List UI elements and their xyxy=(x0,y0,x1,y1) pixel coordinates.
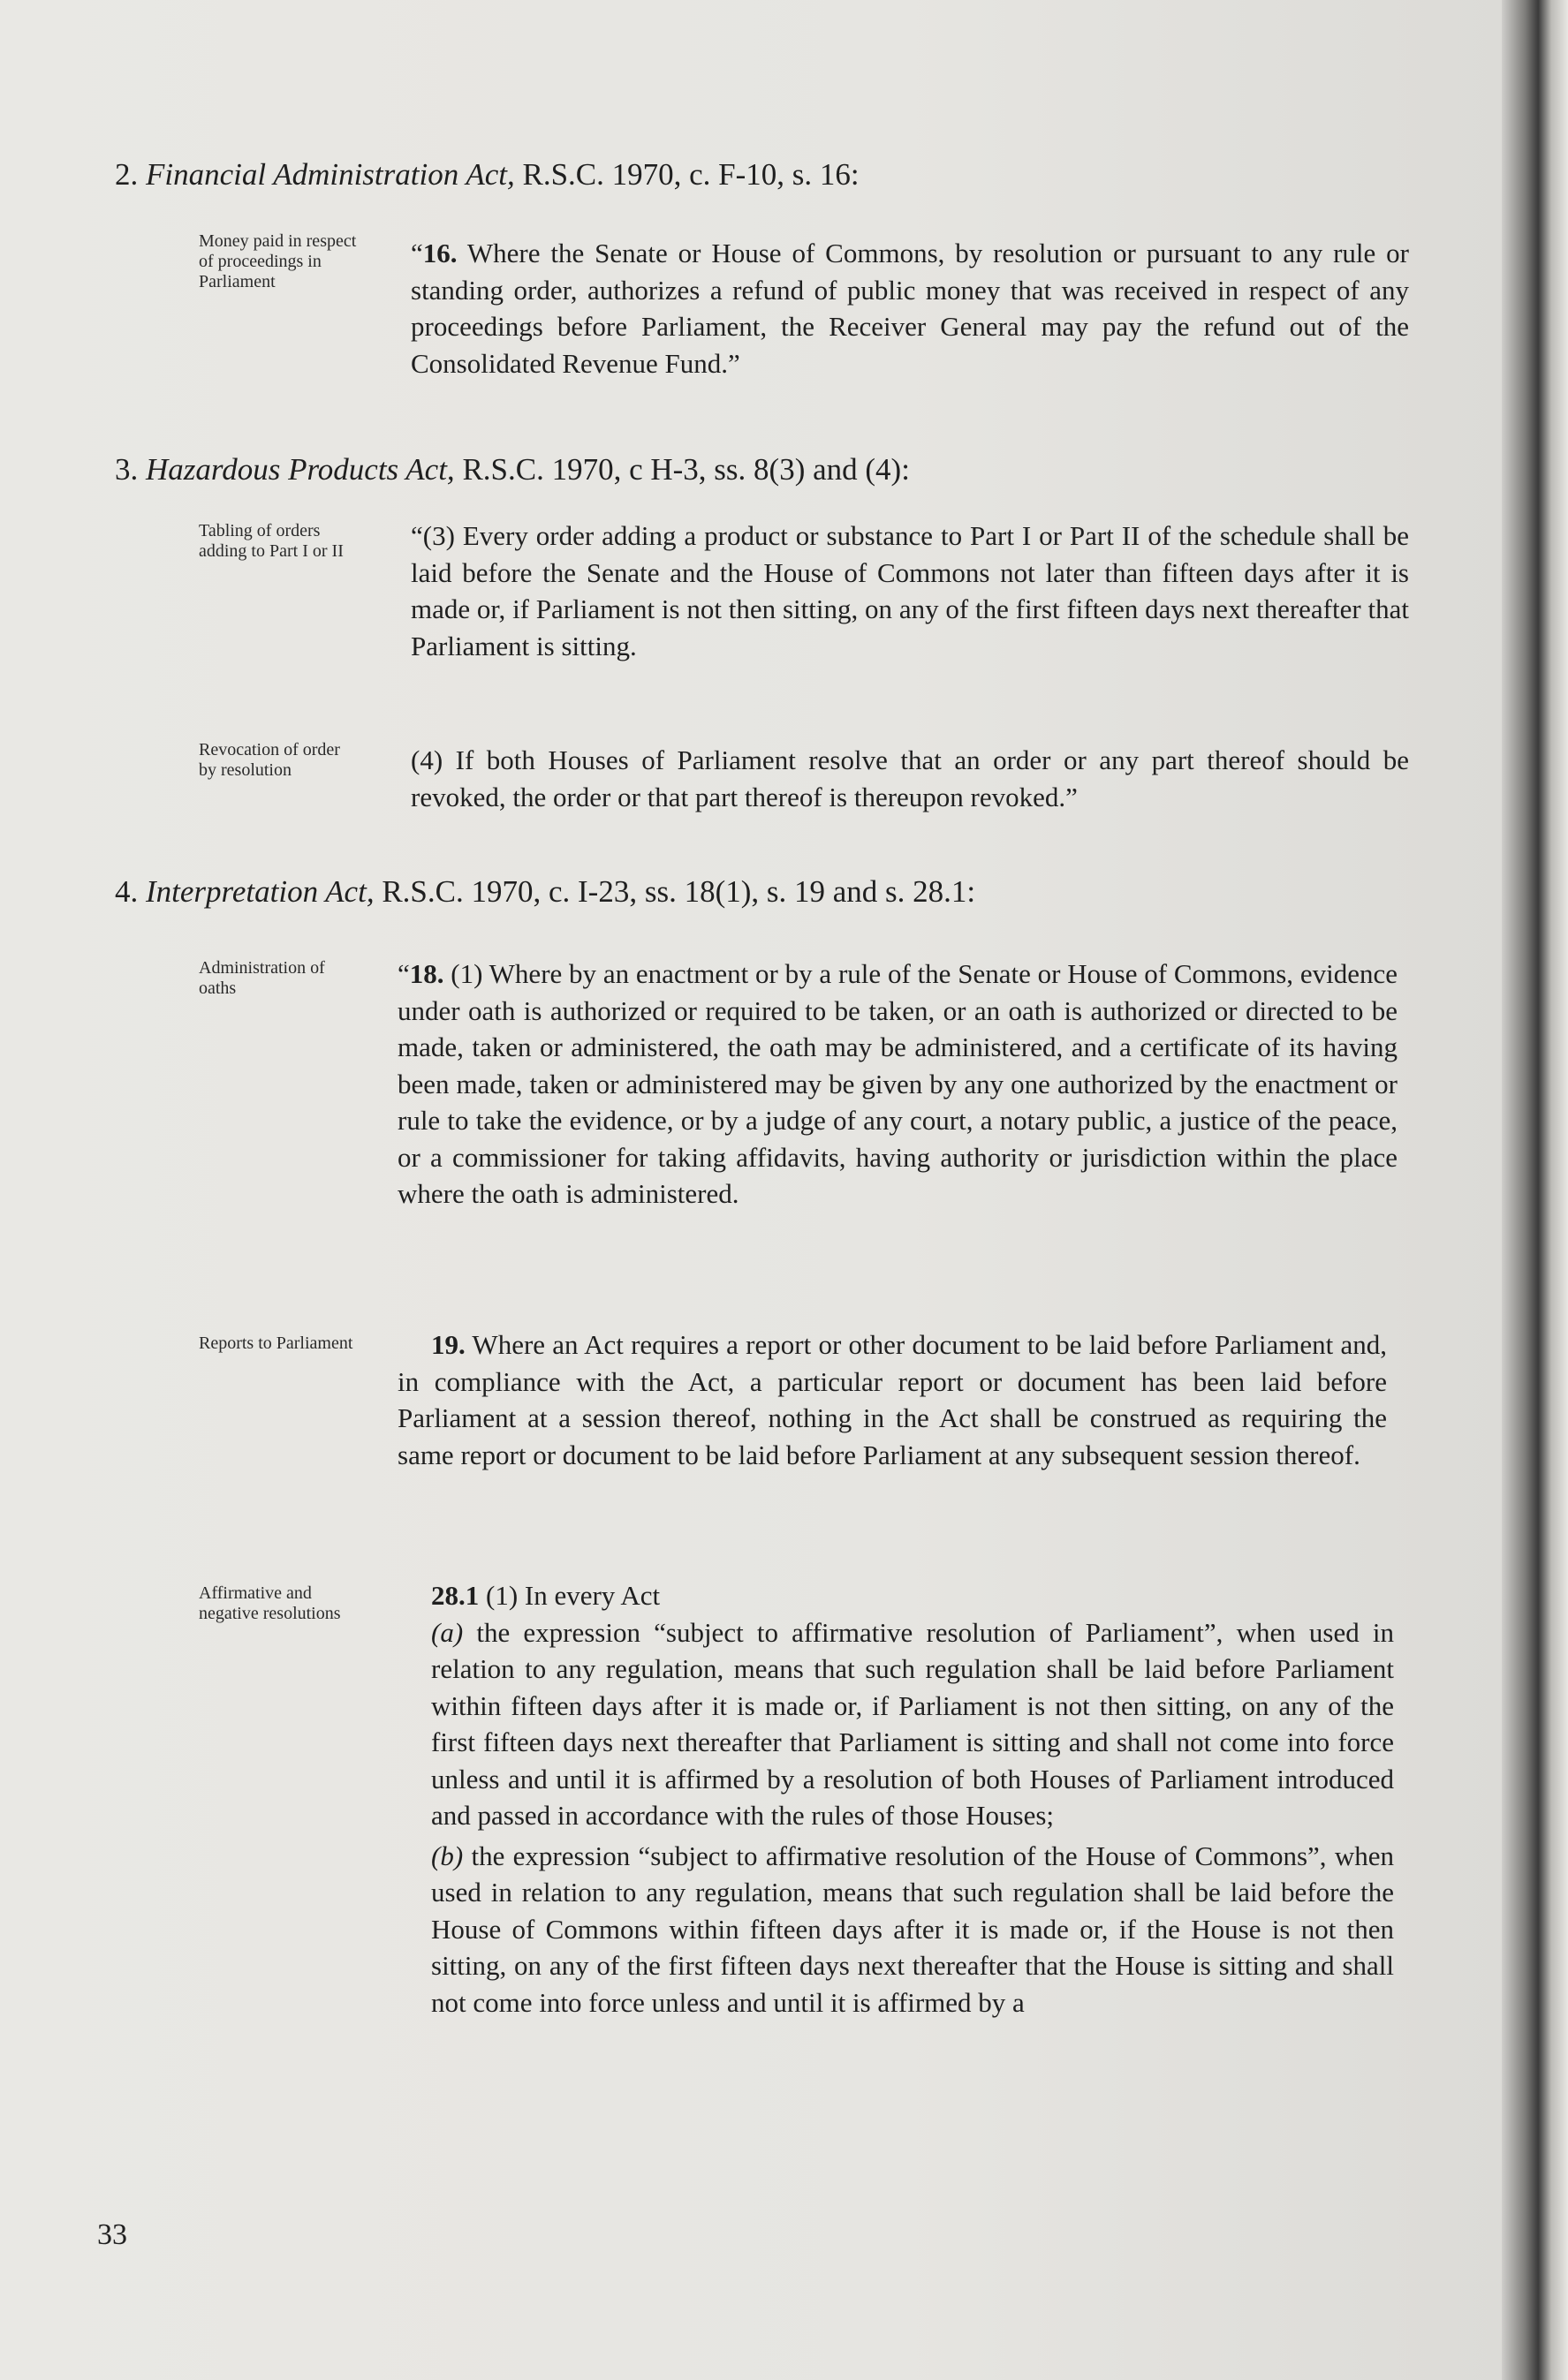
act-citation: R.S.C. 1970, c H-3, ss. 8(3) and (4): xyxy=(454,452,910,487)
marginal-note: Revocation of order by resolution xyxy=(199,740,340,780)
act-title: Hazardous Products Act, xyxy=(146,452,455,487)
section-heading-2 xyxy=(115,155,860,194)
act-title: Financial Administration Act, xyxy=(146,157,515,192)
marginal-note: Administration of oaths xyxy=(199,958,325,998)
marginal-note: Reports to Parliament xyxy=(199,1334,353,1353)
section-heading-4 xyxy=(115,873,975,911)
section-8-4-text: (4) If both Houses of Parliament resolve that an order or any part thereof should be revoked, the order or that part thereof is thereupon revoked.” xyxy=(411,744,1409,812)
marginal-note: Money paid in respect of proceedings in Parliament xyxy=(199,231,357,291)
act-title: Interpretation Act, xyxy=(146,874,375,909)
section-28-1-b: (b) the expression “subject to affirmative resolution of the House of Commons”, when used in relation to any regulation, means that such regulation shall be laid before the House of Commons within fifteen days after it is made or, if the House is not then sitting, on any of the first fifteen days next thereafter that the House is sitting and shall not come into force unless and until it is affirmed by a xyxy=(431,1840,1394,2018)
section-number: 3. xyxy=(115,452,139,487)
page-number: 33 xyxy=(97,2218,127,2251)
act-citation: R.S.C. 1970, c. F-10, s. 16: xyxy=(514,157,860,192)
clause-label: (b) xyxy=(431,1840,464,1871)
section-18-text: “18. (1) Where by an enactment or by a rule of the Senate or House of Commons, evidence under oath is authorized or required to be taken, or an oath is authorized or directed to be made, taken or administered, the oath may be administered, and a certificate of its having been made, taken or administered may be given by any one authorized by the enactment or rule to take the evidence, or by a judge of any court, a notary public, a justice of the peace, or a commissioner for taking affidavits, having authority or jurisdiction within the place where the oath is administered. xyxy=(398,958,1398,1209)
section-28-1-intro: 28.1 (1) In every Act xyxy=(431,1580,661,1611)
section-number-bold: 16. xyxy=(422,238,458,268)
marginal-note: Tabling of orders adding to Part I or II xyxy=(199,521,344,561)
section-number-bold: 28.1 xyxy=(431,1580,480,1611)
section-28-1 xyxy=(431,1577,1394,2021)
section-number: 2. xyxy=(115,157,139,192)
section-16-text: “16. Where the Senate or House of Commons, by resolution or pursuant to any rule or standing order, authorizes a refund of public money that was received in respect of any proceedings before Parliament, the Receiver General may pay the refund out of the Consolidated Revenue Fund.” xyxy=(411,238,1409,379)
clause-label: (a) xyxy=(431,1616,464,1648)
section-heading-3 xyxy=(115,450,910,489)
act-citation: R.S.C. 1970, c. I-23, ss. 18(1), s. 19 and s. 28.1: xyxy=(374,874,976,909)
section-number-bold: 18. xyxy=(409,958,444,989)
section-28-1-a: (a) the expression “subject to affirmative resolution of Parliament”, when used in relation to any regulation, means that such regulation shall be laid before Parliament within fifteen days after it is made or, if Parliament is not then sitting, on any of the first fifteen days next thereafter that Parliament is sitting and shall not come into force unless and until it is affirmed by a resolution of both Houses of Parliament introduced and passed in accordance with the rules of those Houses; xyxy=(431,1616,1394,1831)
marginal-note: Affirmative and negative resolutions xyxy=(199,1583,341,1623)
section-8-3-text: “(3) Every order adding a product or substance to Part I or Part II of the schedule shall be laid before the Senate and the House of Commons not later than fifteen days after it is made or, if Parliament is not then sitting, on any of the first fifteen days next thereafter that Parliament is sitting. xyxy=(411,520,1409,661)
section-number: 4. xyxy=(115,874,139,909)
book-spine xyxy=(1502,0,1568,2380)
section-number-bold: 19. xyxy=(431,1329,466,1360)
section-19-text: 19. Where an Act requires a report or other document to be laid before Parliament and, in compliance with the Act, a particular report or document has been laid before Parliament at a session thereof, nothing in the Act shall be construed as requiring the same report or document to be laid before Parliament at any subsequent session thereof. xyxy=(398,1329,1387,1470)
